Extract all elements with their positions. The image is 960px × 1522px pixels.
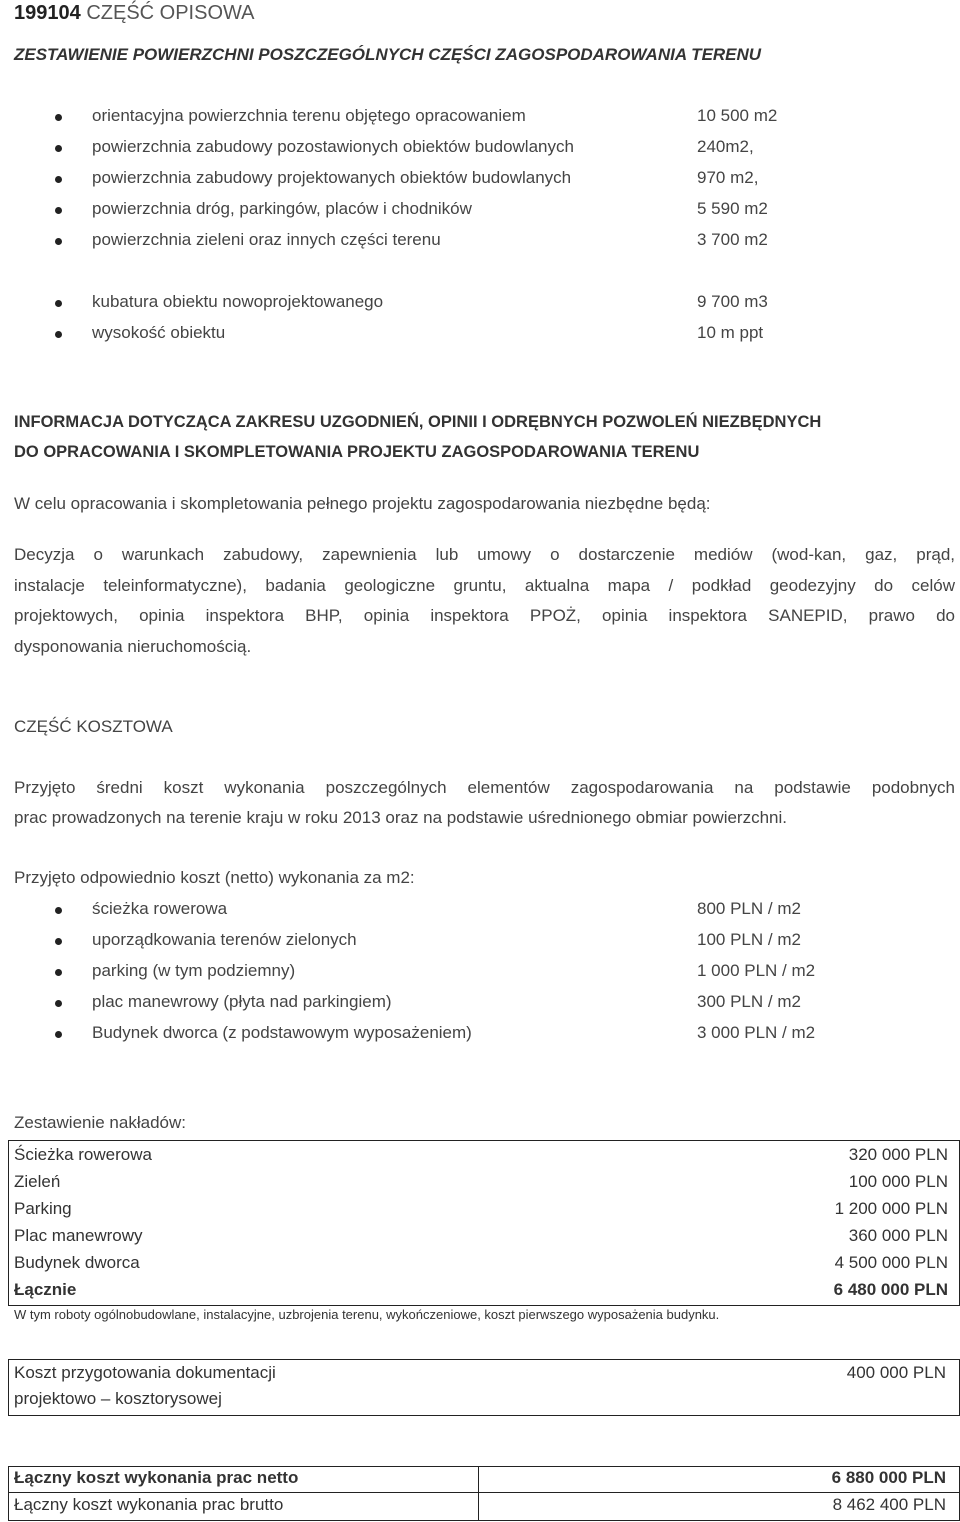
unit-cost-value: 300 PLN / m2 xyxy=(697,992,801,1011)
summary-value: 320 000 PLN xyxy=(848,1145,948,1164)
documentation-value: 400 000 PLN xyxy=(846,1363,946,1382)
bullet-icon xyxy=(55,238,62,245)
summary-total-value: 6 480 000 PLN xyxy=(833,1280,948,1299)
summary-label: Parking xyxy=(14,1199,72,1218)
unit-cost-label: Budynek dworca (z podstawowym wyposażeniem) xyxy=(92,1023,472,1042)
bullet-icon xyxy=(55,938,62,945)
summary-total-label: Łącznie xyxy=(14,1280,77,1299)
bullet-icon xyxy=(55,176,62,183)
object-value: 10 m ppt xyxy=(697,323,764,342)
gross-total-label: Łączny koszt wykonania prac brutto xyxy=(14,1495,284,1514)
info-paragraph-line: dysponowania nieruchomością. xyxy=(14,637,252,656)
unit-cost-label: uporządkowania terenów zielonych xyxy=(92,930,357,949)
unit-cost-value: 3 000 PLN / m2 xyxy=(697,1023,816,1042)
bullet-icon xyxy=(55,300,62,307)
totals-divider xyxy=(8,1492,960,1493)
summary-value: 4 500 000 PLN xyxy=(834,1253,948,1272)
table-row xyxy=(8,1195,960,1222)
cost-heading: CZĘŚĆ KOSZTOWA xyxy=(14,717,173,736)
unit-cost-value: 800 PLN / m2 xyxy=(697,899,801,918)
area-label: powierzchnia dróg, parkingów, placów i chodników xyxy=(92,199,472,218)
documentation-label-line2: projektowo – kosztorysowej xyxy=(14,1389,222,1408)
bullet-icon xyxy=(55,331,62,338)
table-row xyxy=(8,1249,960,1276)
area-value: 10 500 m2 xyxy=(697,106,778,125)
net-total-label: Łączny koszt wykonania prac netto xyxy=(14,1468,299,1487)
documentation-label-line1: Koszt przygotowania dokumentacji xyxy=(14,1363,276,1382)
summary-label: Budynek dworca xyxy=(14,1253,140,1272)
area-label: orientacyjna powierzchnia terenu objętego opracowaniem xyxy=(92,106,526,125)
unit-cost-label: ścieżka rowerowa xyxy=(92,899,228,918)
areas-heading: ZESTAWIENIE POWIERZCHNI POSZCZEGÓLNYCH CZĘŚCI ZAGOSPODAROWANIA TERENU xyxy=(14,45,762,64)
gross-total-value: 8 462 400 PLN xyxy=(832,1495,946,1514)
table-row xyxy=(8,1141,960,1168)
area-value: 5 590 m2 xyxy=(697,199,768,218)
summary-label: Plac manewrowy xyxy=(14,1226,143,1245)
info-paragraph-line: Decyzja o warunkach zabudowy, zapewnienia lub umowy o dostarczenie mediów (wod-kan, gaz, prąd, xyxy=(14,545,955,564)
info-paragraph-line: instalacje teleinformatyczne), badania geologiczne gruntu, aktualna mapa / podkład geodezyjny do celów xyxy=(14,576,955,595)
area-label: powierzchnia zieleni oraz innych części terenu xyxy=(92,230,441,249)
table-row xyxy=(8,1222,960,1249)
unit-cost-value: 100 PLN / m2 xyxy=(697,930,801,949)
unit-cost-value: 1 000 PLN / m2 xyxy=(697,961,816,980)
area-value: 240m2, xyxy=(697,137,754,156)
summary-value: 360 000 PLN xyxy=(848,1226,948,1245)
object-label: wysokość obiektu xyxy=(92,323,226,342)
summary-title: Zestawienie nakładów: xyxy=(14,1113,186,1132)
unit-cost-intro: Przyjęto odpowiednio koszt (netto) wykonania za m2: xyxy=(14,868,415,887)
net-total-value: 6 880 000 PLN xyxy=(831,1468,946,1487)
bullet-icon xyxy=(55,145,62,152)
info-paragraph-line: projektowych, opinia inspektora BHP, opinia inspektora PPOŻ, opinia inspektora SANEPID, prawo do xyxy=(14,606,955,625)
summary-label: Ścieżka rowerowa xyxy=(14,1145,152,1164)
bullet-icon xyxy=(55,907,62,914)
info-intro: W celu opracowania i skompletowania pełnego projektu zagospodarowania niezbędne będą: xyxy=(14,494,711,513)
cost-paragraph-line: Przyjęto średni koszt wykonania poszczególnych elementów zagospodarowania na podstawie podobnych xyxy=(14,778,955,797)
section-label: CZĘŚĆ OPISOWA xyxy=(86,2,255,24)
document-number: 199104 xyxy=(14,2,81,24)
area-label: powierzchnia zabudowy pozostawionych obiektów budowlanych xyxy=(92,137,574,156)
summary-label: Zieleń xyxy=(14,1172,61,1191)
summary-note: W tym roboty ogólnobudowlane, instalacyjne, uzbrojenia terenu, wykończeniowe, koszt pierwszego wyposażenia budynku. xyxy=(14,1307,720,1322)
unit-cost-label: plac manewrowy (płyta nad parkingiem) xyxy=(92,992,392,1011)
area-value: 970 m2, xyxy=(697,168,759,187)
info-heading-line1: INFORMACJA DOTYCZĄCA ZAKRESU UZGODNIEŃ, OPINII I ODRĘBNYCH POZWOLEŃ NIEZBĘDNYCH xyxy=(14,413,822,431)
summary-value: 100 000 PLN xyxy=(848,1172,948,1191)
bullet-icon xyxy=(55,1000,62,1007)
summary-value: 1 200 000 PLN xyxy=(834,1199,948,1218)
area-value: 3 700 m2 xyxy=(697,230,768,249)
cost-paragraph-line: prac prowadzonych na terenie kraju w roku 2013 oraz na podstawie uśrednionego obmiar powierzchni. xyxy=(14,808,788,827)
summary-table xyxy=(8,1141,960,1303)
area-label: powierzchnia zabudowy projektowanych obiektów budowlanych xyxy=(92,168,572,187)
table-row xyxy=(8,1168,960,1195)
bullet-icon xyxy=(55,207,62,214)
object-value: 9 700 m3 xyxy=(697,292,768,311)
bullet-icon xyxy=(55,1031,62,1038)
unit-cost-label: parking (w tym podziemny) xyxy=(92,961,296,980)
bullet-icon xyxy=(55,114,62,121)
info-heading-line2: DO OPRACOWANIA I SKOMPLETOWANIA PROJEKTU ZAGOSPODAROWANIA TERENU xyxy=(14,443,700,461)
object-label: kubatura obiektu nowoprojektowanego xyxy=(92,292,384,311)
document-header xyxy=(14,2,254,25)
bullet-icon xyxy=(55,969,62,976)
table-row-total xyxy=(8,1276,960,1303)
totals-column-divider xyxy=(478,1466,479,1521)
